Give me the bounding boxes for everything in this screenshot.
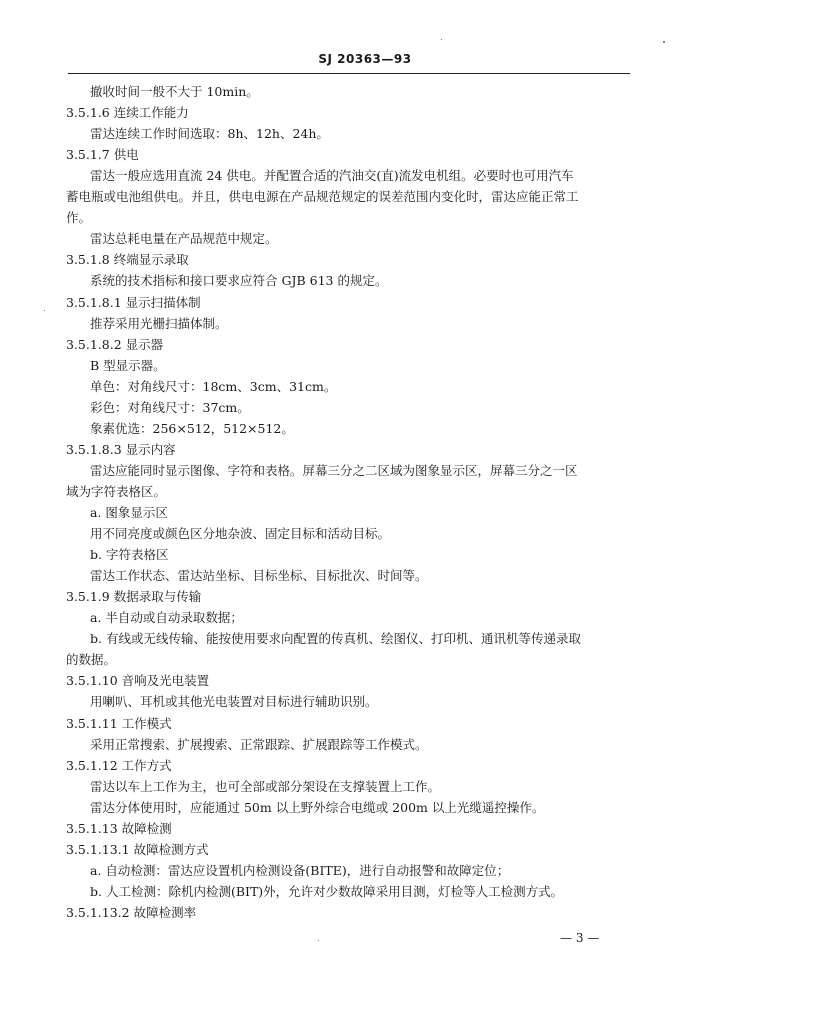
body-line: 作。 [66, 210, 92, 226]
body-line: 撤收时间一般不大于 10min。 [90, 84, 259, 99]
section-heading: 3.5.1.12 工作方式 [66, 757, 172, 773]
body-line: 雷达应能同时显示图像、字符和表格。屏幕三分之二区域为图象显示区，屏幕三分之一区 [90, 462, 578, 478]
section-heading: 3.5.1.8 终端显示录取 [66, 252, 189, 268]
page-number: — 3 — [560, 931, 600, 945]
body-line: 雷达以车上工作为主，也可全部或部分架设在支撑装置上工作。 [90, 778, 441, 794]
document-code-header: SJ 20363—93 [318, 52, 412, 66]
section-heading: 3.5.1.10 音响及光电装置 [66, 673, 210, 689]
body-line: 采用正常搜索、扩展搜索、正常跟踪、扩展跟踪等工作模式。 [90, 736, 428, 752]
section-heading: 3.5.1.13.2 故障检测率 [66, 904, 197, 920]
body-line: 用不同亮度或颜色区分地杂波、固定目标和活动目标。 [90, 526, 391, 542]
body-line: b. 人工检测：除机内检测(BIT)外，允许对少数故障采用目测，灯检等人工检测方式。 [90, 883, 564, 899]
scan-speck [663, 41, 665, 43]
body-line: 象素优选：256×512，512×512。 [90, 420, 294, 436]
body-line: 彩色：对角线尺寸：37cm。 [90, 399, 250, 415]
body-line: B 型显示器。 [90, 357, 166, 373]
body-line: 雷达连续工作时间选取：8h、12h、24h。 [90, 126, 329, 142]
body-line: 蓄电瓶或电池组供电。并且，供电电源在产品规范规定的误差范围内变化时，雷达应能正常工 [66, 189, 579, 205]
body-line: 推荐采用光栅扫描体制。 [90, 315, 228, 331]
scan-speck [441, 39, 442, 40]
body-line: 雷达分体使用时，应能通过 50m 以上野外综合电缆或 200m 以上光缆遥控操作。 [90, 799, 545, 815]
body-line: a. 自动检测：雷达应设置机内检测设备(BITE)，进行自动报警和故障定位； [90, 862, 510, 878]
section-heading: 3.5.1.7 供电 [66, 147, 139, 163]
body-line: 的数据。 [66, 652, 117, 668]
body-line: 系统的技术指标和接口要求应符合 GJB 613 的规定。 [90, 273, 388, 289]
section-heading: 3.5.1.8.2 显示器 [66, 336, 164, 352]
body-line: 雷达一般应选用直流 24 供电。并配置合适的汽油交(直)流发电机组。必要时也可用汽车 [90, 168, 574, 184]
header-rule [68, 73, 630, 74]
section-heading: 3.5.1.13 故障检测 [66, 820, 172, 836]
body-line: 域为字符表格区。 [66, 483, 167, 499]
section-heading: 3.5.1.8.3 显示内容 [66, 441, 176, 457]
scan-speck [44, 310, 45, 311]
section-heading: 3.5.1.9 数据录取与传输 [66, 589, 202, 605]
body-line: a. 图象显示区 [90, 505, 168, 520]
section-heading: 3.5.1.11 工作模式 [66, 715, 172, 731]
body-line: b. 字符表格区 [90, 547, 169, 563]
body-line: 用喇叭、耳机或其他光电装置对目标进行辅助识别。 [90, 694, 378, 710]
scan-speck [318, 940, 319, 941]
body-line: 单色：对角线尺寸：18cm、3cm、31cm。 [90, 378, 337, 394]
section-heading: 3.5.1.6 连续工作能力 [66, 105, 189, 121]
body-line: a. 半自动或自动录取数据； [90, 610, 243, 626]
body-line: 雷达总耗电量在产品规范中规定。 [90, 231, 278, 247]
section-heading: 3.5.1.13.1 故障检测方式 [66, 841, 209, 857]
section-heading: 3.5.1.8.1 显示扫描体制 [66, 294, 201, 310]
body-line: b. 有线或无线传输、能按使用要求向配置的传真机、绘图仪、打印机、通讯机等传递录取 [90, 631, 581, 647]
body-line: 雷达工作状态、雷达站坐标、目标坐标、目标批次、时间等。 [90, 568, 428, 584]
